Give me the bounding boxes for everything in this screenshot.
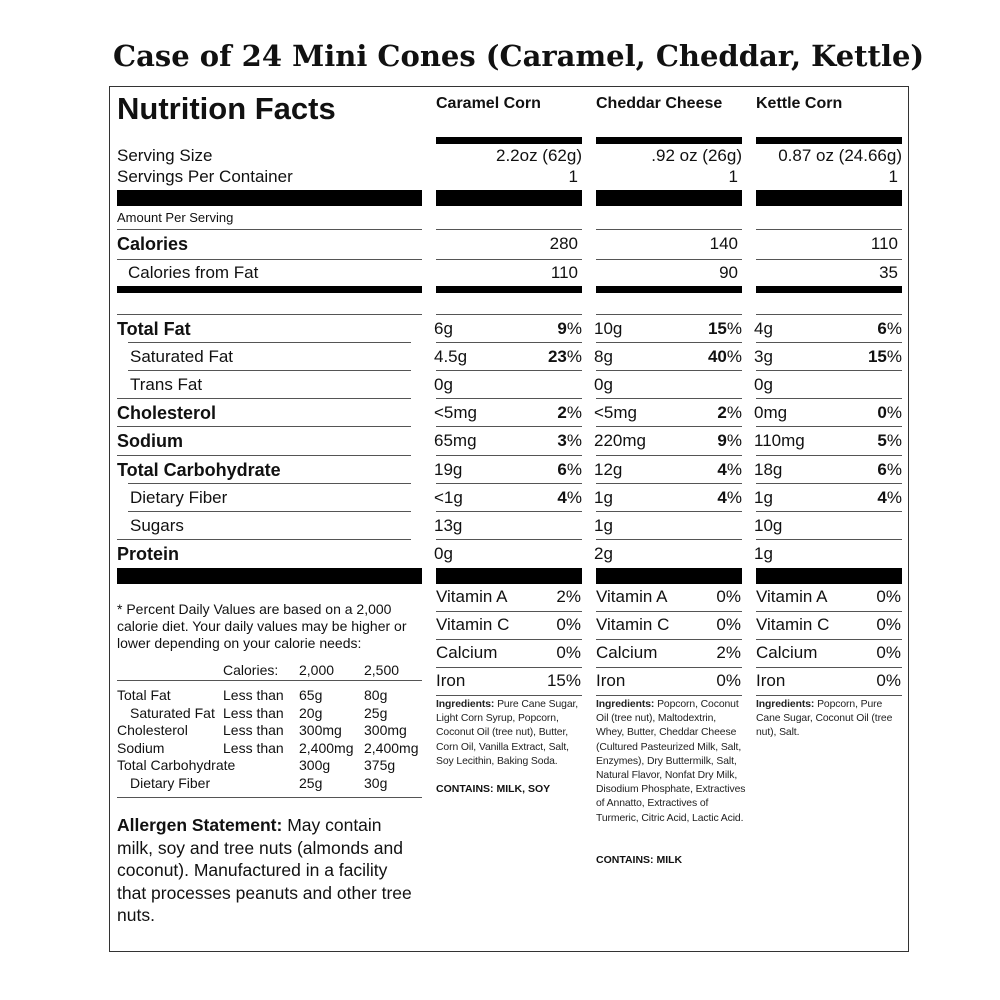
percent-sign: % bbox=[726, 460, 742, 479]
daily-value-number: 4 bbox=[557, 488, 567, 507]
percent-sign: % bbox=[886, 403, 902, 422]
vitamin-label: Vitamin A bbox=[596, 587, 668, 606]
percent-sign: % bbox=[726, 347, 742, 366]
servings-caramel: 1 bbox=[568, 167, 578, 186]
serving-size-cheddar: .92 oz (26g) bbox=[651, 146, 742, 165]
divider-line bbox=[436, 611, 582, 612]
divider-bar bbox=[756, 568, 902, 584]
divider-line bbox=[117, 426, 411, 427]
daily-value-number: 23 bbox=[547, 347, 567, 366]
calories-kettle: 110 bbox=[870, 234, 898, 253]
vitamin-label: Iron bbox=[596, 671, 626, 690]
nutrient-amount: 0g bbox=[434, 375, 453, 394]
divider-line bbox=[128, 342, 411, 343]
serving-size-label: Serving Size bbox=[117, 146, 213, 165]
ingredients-label: Ingredients: bbox=[596, 699, 655, 710]
nutrient-amount: 1g bbox=[594, 516, 613, 535]
vitamin-label: Iron bbox=[436, 671, 466, 690]
calories-from-fat-caramel: 110 bbox=[550, 263, 578, 282]
divider-line bbox=[756, 259, 902, 260]
servings-per-container-label: Servings Per Container bbox=[117, 167, 293, 186]
dv-row-name: Total Fat bbox=[117, 687, 171, 703]
calories-caramel: 280 bbox=[549, 234, 578, 253]
vitamin-value: 0% bbox=[716, 615, 741, 634]
nutrient-daily-value bbox=[596, 430, 742, 452]
ingredients-caramel bbox=[436, 698, 584, 769]
allergen-statement bbox=[117, 814, 417, 927]
calories-from-fat-kettle: 35 bbox=[879, 263, 898, 282]
ingredients-text: Popcorn, Pure Cane Sugar, Coconut Oil (tree nut), Salt. bbox=[756, 699, 893, 739]
amount-per-serving-label: Amount Per Serving bbox=[117, 210, 234, 225]
divider-line bbox=[436, 370, 582, 371]
dv-row-2500: 2,400mg bbox=[364, 739, 419, 756]
dv-row-2500: 375g bbox=[364, 757, 396, 774]
divider-line bbox=[596, 695, 742, 696]
percent-sign: % bbox=[886, 460, 902, 479]
nutrient-daily-value bbox=[596, 346, 742, 368]
daily-value-number: 4 bbox=[877, 488, 887, 507]
nutrient-amount: 19g bbox=[434, 460, 463, 479]
dv-row-name: Cholesterol bbox=[117, 722, 188, 739]
daily-value-number: 9 bbox=[717, 431, 727, 450]
divider-line bbox=[436, 539, 582, 540]
divider-line bbox=[117, 314, 422, 315]
nutrient-amount: 0g bbox=[434, 544, 453, 563]
nutrient-amount: 10g bbox=[754, 516, 783, 535]
divider-line bbox=[436, 259, 582, 260]
vitamin-value: 0% bbox=[716, 671, 741, 690]
divider-line bbox=[756, 398, 902, 399]
ingredients-text: Pure Cane Sugar, Light Corn Syrup, Popcorn, Coconut Oil (tree nut), Butter, Corn Oil, Vanilla Extract, Salt, Soy Lecithin, Baking Soda. bbox=[436, 699, 579, 767]
daily-value-number: 9 bbox=[557, 319, 567, 338]
vitamin-value: 15% bbox=[546, 671, 581, 690]
divider-bar bbox=[436, 286, 582, 293]
vitamin-value: 0% bbox=[876, 671, 901, 690]
daily-value-number: 2 bbox=[557, 403, 567, 422]
divider-line bbox=[756, 483, 902, 484]
vitamin-label: Calcium bbox=[756, 643, 818, 662]
percent-sign: % bbox=[726, 403, 742, 422]
dv-row-2500: 300mg bbox=[364, 722, 407, 739]
nutrient-amount: 220mg bbox=[594, 431, 646, 450]
column-header-cheddar: Cheddar Cheese bbox=[596, 95, 723, 112]
dv-row-limit: Less than bbox=[223, 687, 284, 703]
divider-line bbox=[756, 426, 902, 427]
nutrient-label: Dietary Fiber bbox=[130, 488, 228, 507]
divider-line bbox=[128, 370, 411, 371]
divider-bar bbox=[596, 286, 742, 293]
calories-from-fat-label: Calories from Fat bbox=[128, 263, 259, 282]
dv-row-limit: Less than bbox=[223, 704, 284, 721]
divider-line bbox=[436, 511, 582, 512]
daily-value-number: 2 bbox=[717, 403, 727, 422]
calories-label: Calories bbox=[117, 234, 189, 254]
nutrient-amount: 1g bbox=[754, 488, 773, 507]
percent-sign: % bbox=[886, 347, 902, 366]
nutrient-daily-value bbox=[436, 346, 582, 368]
dv-table-header-2500: 2,500 bbox=[364, 662, 400, 678]
dv-table-header-label: Calories: bbox=[223, 662, 279, 678]
vitamin-value: 0% bbox=[716, 587, 741, 606]
nutrient-label: Saturated Fat bbox=[130, 347, 234, 366]
divider-line bbox=[436, 639, 582, 640]
divider-line bbox=[756, 639, 902, 640]
divider-bar bbox=[436, 190, 582, 206]
vitamin-value: 2% bbox=[716, 643, 741, 662]
ingredients-cheddar bbox=[596, 698, 746, 826]
divider-bar bbox=[756, 286, 902, 293]
nutrient-amount: 4.5g bbox=[434, 347, 468, 366]
divider-line bbox=[596, 426, 742, 427]
nutrient-label: Cholesterol bbox=[117, 403, 217, 423]
divider-bar bbox=[596, 190, 742, 206]
nutrient-daily-value bbox=[756, 430, 902, 452]
nutrient-amount: <1g bbox=[434, 488, 463, 507]
divider-line bbox=[117, 229, 422, 230]
ingredients-label: Ingredients: bbox=[436, 699, 495, 710]
divider-line bbox=[117, 259, 422, 260]
nutrient-daily-value bbox=[596, 487, 742, 509]
nutrient-amount: 65mg bbox=[434, 431, 477, 450]
divider-line bbox=[596, 370, 742, 371]
nutrient-daily-value bbox=[436, 402, 582, 424]
percent-sign: % bbox=[566, 403, 582, 422]
divider-line bbox=[756, 314, 902, 315]
divider-line bbox=[756, 455, 902, 456]
divider-bar bbox=[756, 137, 902, 144]
nutrient-daily-value bbox=[436, 430, 582, 452]
daily-value-number: 5 bbox=[877, 431, 887, 450]
vitamin-label: Vitamin C bbox=[756, 615, 830, 634]
nutrient-label: Total Carbohydrate bbox=[117, 460, 281, 480]
dv-table-header-2000: 2,000 bbox=[299, 662, 335, 678]
divider-line bbox=[596, 639, 742, 640]
nutrient-amount: 6g bbox=[434, 319, 453, 338]
divider-line bbox=[436, 455, 582, 456]
nutrient-amount: 0g bbox=[594, 375, 613, 394]
divider-bar bbox=[117, 190, 422, 206]
dv-row-2500: 80g bbox=[364, 687, 388, 703]
nutrient-amount: 10g bbox=[594, 319, 623, 338]
nutrient-daily-value bbox=[436, 318, 582, 340]
daily-value-number: 0 bbox=[877, 403, 887, 422]
nutrient-amount: 0mg bbox=[754, 403, 788, 422]
dv-row-2000: 2,400mg bbox=[299, 739, 354, 756]
nutrient-daily-value bbox=[596, 318, 742, 340]
vitamin-value: 0% bbox=[556, 643, 581, 662]
dv-row-2000: 300g bbox=[299, 757, 331, 774]
divider-line bbox=[436, 229, 582, 230]
divider-line bbox=[596, 539, 742, 540]
dv-footnote: * Percent Daily Values are based on a 2,000 calorie diet. Your daily values may be higher or lower depending on your calorie needs: bbox=[117, 601, 407, 651]
divider-line bbox=[596, 667, 742, 668]
divider-line bbox=[436, 398, 582, 399]
divider-line bbox=[596, 511, 742, 512]
page-title: Case of 24 Mini Cones (Caramel, Cheddar, Kettle) bbox=[113, 39, 925, 73]
divider-bar bbox=[436, 568, 582, 584]
vitamin-label: Vitamin C bbox=[596, 615, 670, 634]
divider-line bbox=[756, 370, 902, 371]
percent-sign: % bbox=[886, 488, 902, 507]
percent-sign: % bbox=[726, 488, 742, 507]
ingredients-label: Ingredients: bbox=[756, 699, 815, 710]
dv-row-2000: 65g bbox=[299, 687, 323, 703]
daily-value-number: 6 bbox=[557, 460, 567, 479]
ingredients-text: Popcorn, Coconut Oil (tree nut), Maltodextrin, Whey, Butter, Cheddar Cheese (Cultured Pasteurized Milk, Salt, Enzymes), Dry Buttermilk, Salt, Natural Flavor, Nonfat Dry Milk, Disodium Phosphate, Extractives of Annatto, Extractives of Turmeric, Citric Acid, Lactic Acid. bbox=[596, 699, 746, 824]
divider-line bbox=[756, 511, 902, 512]
dv-row-name: Saturated Fat bbox=[130, 704, 215, 721]
dv-row-limit: Less than bbox=[223, 739, 284, 756]
divider-line bbox=[596, 398, 742, 399]
nutrition-facts-heading: Nutrition Facts bbox=[117, 91, 336, 126]
percent-sign: % bbox=[566, 431, 582, 450]
nutrient-amount: 2g bbox=[594, 544, 613, 563]
divider-line bbox=[596, 229, 742, 230]
vitamin-label: Calcium bbox=[436, 643, 498, 662]
nutrient-daily-value bbox=[596, 459, 742, 481]
daily-value-number: 3 bbox=[557, 431, 567, 450]
daily-value-number: 4 bbox=[717, 488, 727, 507]
divider-line bbox=[756, 667, 902, 668]
daily-value-number: 6 bbox=[877, 319, 887, 338]
nutrient-daily-value bbox=[436, 459, 582, 481]
daily-value-number: 40 bbox=[707, 347, 727, 366]
vitamin-value: 0% bbox=[876, 615, 901, 634]
serving-size-kettle: 0.87 oz (24.66g) bbox=[778, 146, 902, 165]
divider-line bbox=[436, 314, 582, 315]
daily-value-number: 15 bbox=[707, 319, 727, 338]
divider-line bbox=[436, 342, 582, 343]
divider-line bbox=[756, 229, 902, 230]
nutrient-amount: 3g bbox=[754, 347, 773, 366]
divider-line bbox=[596, 342, 742, 343]
divider-line bbox=[436, 483, 582, 484]
nutrient-daily-value bbox=[436, 487, 582, 509]
divider-line bbox=[596, 455, 742, 456]
nutrient-amount: 110mg bbox=[754, 431, 805, 450]
percent-sign: % bbox=[566, 319, 582, 338]
servings-cheddar: 1 bbox=[728, 167, 738, 186]
dv-row-2500: 30g bbox=[364, 775, 388, 791]
divider-line bbox=[756, 342, 902, 343]
contains-caramel: CONTAINS: MILK, SOY bbox=[436, 783, 551, 795]
divider-line bbox=[756, 611, 902, 612]
percent-sign: % bbox=[726, 431, 742, 450]
divider-line bbox=[596, 314, 742, 315]
divider-line bbox=[128, 483, 411, 484]
nutrient-daily-value bbox=[596, 402, 742, 424]
percent-sign: % bbox=[566, 347, 582, 366]
divider-line bbox=[117, 680, 422, 681]
daily-value-number: 4 bbox=[717, 460, 727, 479]
dv-row-2000: 300mg bbox=[299, 722, 342, 739]
nutrient-label: Trans Fat bbox=[130, 375, 203, 394]
nutrient-daily-value bbox=[756, 459, 902, 481]
divider-bar bbox=[117, 568, 422, 584]
vitamin-value: 0% bbox=[876, 587, 901, 606]
dv-row-limit: Less than bbox=[223, 722, 284, 739]
percent-sign: % bbox=[566, 460, 582, 479]
divider-line bbox=[117, 539, 411, 540]
vitamin-label: Vitamin A bbox=[756, 587, 828, 606]
vitamin-value: 2% bbox=[556, 587, 581, 606]
dv-row-name: Sodium bbox=[117, 739, 165, 756]
contains-cheddar: CONTAINS: MILK bbox=[596, 854, 683, 866]
divider-line bbox=[128, 511, 411, 512]
nutrient-amount: <5mg bbox=[434, 403, 477, 422]
nutrient-amount: 8g bbox=[594, 347, 613, 366]
nutrient-amount: 1g bbox=[754, 544, 773, 563]
column-header-kettle: Kettle Corn bbox=[756, 95, 843, 112]
divider-bar bbox=[756, 190, 902, 206]
divider-line bbox=[756, 539, 902, 540]
divider-bar bbox=[596, 137, 742, 144]
dv-row-name: Total Carbohydrate bbox=[117, 757, 236, 774]
nutrient-daily-value bbox=[756, 487, 902, 509]
nutrient-amount: 18g bbox=[754, 460, 783, 479]
divider-bar bbox=[436, 137, 582, 144]
dv-row-2000: 25g bbox=[299, 775, 323, 791]
vitamin-label: Vitamin A bbox=[436, 587, 508, 606]
servings-kettle: 1 bbox=[888, 167, 898, 186]
nutrient-label: Protein bbox=[117, 544, 180, 564]
nutrient-amount: 1g bbox=[594, 488, 613, 507]
vitamin-label: Iron bbox=[756, 671, 786, 690]
divider-bar bbox=[117, 286, 422, 293]
percent-sign: % bbox=[726, 319, 742, 338]
divider-line bbox=[596, 259, 742, 260]
divider-line bbox=[117, 797, 422, 798]
divider-line bbox=[436, 667, 582, 668]
percent-sign: % bbox=[886, 431, 902, 450]
dv-row-name: Dietary Fiber bbox=[130, 775, 211, 791]
divider-line bbox=[117, 455, 411, 456]
vitamin-label: Vitamin C bbox=[436, 615, 510, 634]
serving-size-caramel: 2.2oz (62g) bbox=[496, 146, 582, 165]
daily-value-number: 15 bbox=[867, 347, 887, 366]
allergen-label: Allergen Statement: bbox=[117, 815, 283, 835]
nutrient-label: Sodium bbox=[117, 431, 183, 451]
dv-row-2500: 25g bbox=[364, 704, 388, 721]
divider-line bbox=[596, 611, 742, 612]
nutrient-amount: 12g bbox=[594, 460, 623, 479]
ingredients-kettle bbox=[756, 698, 902, 741]
nutrient-daily-value bbox=[756, 346, 902, 368]
divider-line bbox=[756, 695, 902, 696]
divider-line bbox=[117, 398, 411, 399]
column-header-caramel: Caramel Corn bbox=[436, 95, 541, 112]
vitamin-value: 0% bbox=[876, 643, 901, 662]
daily-value-number: 6 bbox=[877, 460, 887, 479]
calories-cheddar: 140 bbox=[709, 234, 738, 253]
divider-bar bbox=[596, 568, 742, 584]
nutrient-daily-value bbox=[756, 318, 902, 340]
vitamin-label: Calcium bbox=[596, 643, 658, 662]
nutrient-label: Sugars bbox=[130, 516, 184, 535]
divider-line bbox=[436, 426, 582, 427]
divider-line bbox=[436, 695, 582, 696]
nutrient-amount: 0g bbox=[754, 375, 773, 394]
nutrient-daily-value bbox=[756, 402, 902, 424]
percent-sign: % bbox=[886, 319, 902, 338]
calories-from-fat-cheddar: 90 bbox=[719, 263, 738, 282]
nutrient-label: Total Fat bbox=[117, 319, 191, 339]
percent-sign: % bbox=[566, 488, 582, 507]
nutrient-amount: 13g bbox=[434, 516, 463, 535]
divider-line bbox=[596, 483, 742, 484]
vitamin-value: 0% bbox=[556, 615, 581, 634]
allergen-text: May contain milk, soy and tree nuts (almonds and coconut). Manufactured in a facility that processes peanuts and other tree nuts. bbox=[117, 815, 412, 926]
dv-row-2000: 20g bbox=[299, 704, 323, 721]
nutrient-amount: <5mg bbox=[594, 403, 637, 422]
nutrient-amount: 4g bbox=[754, 319, 773, 338]
